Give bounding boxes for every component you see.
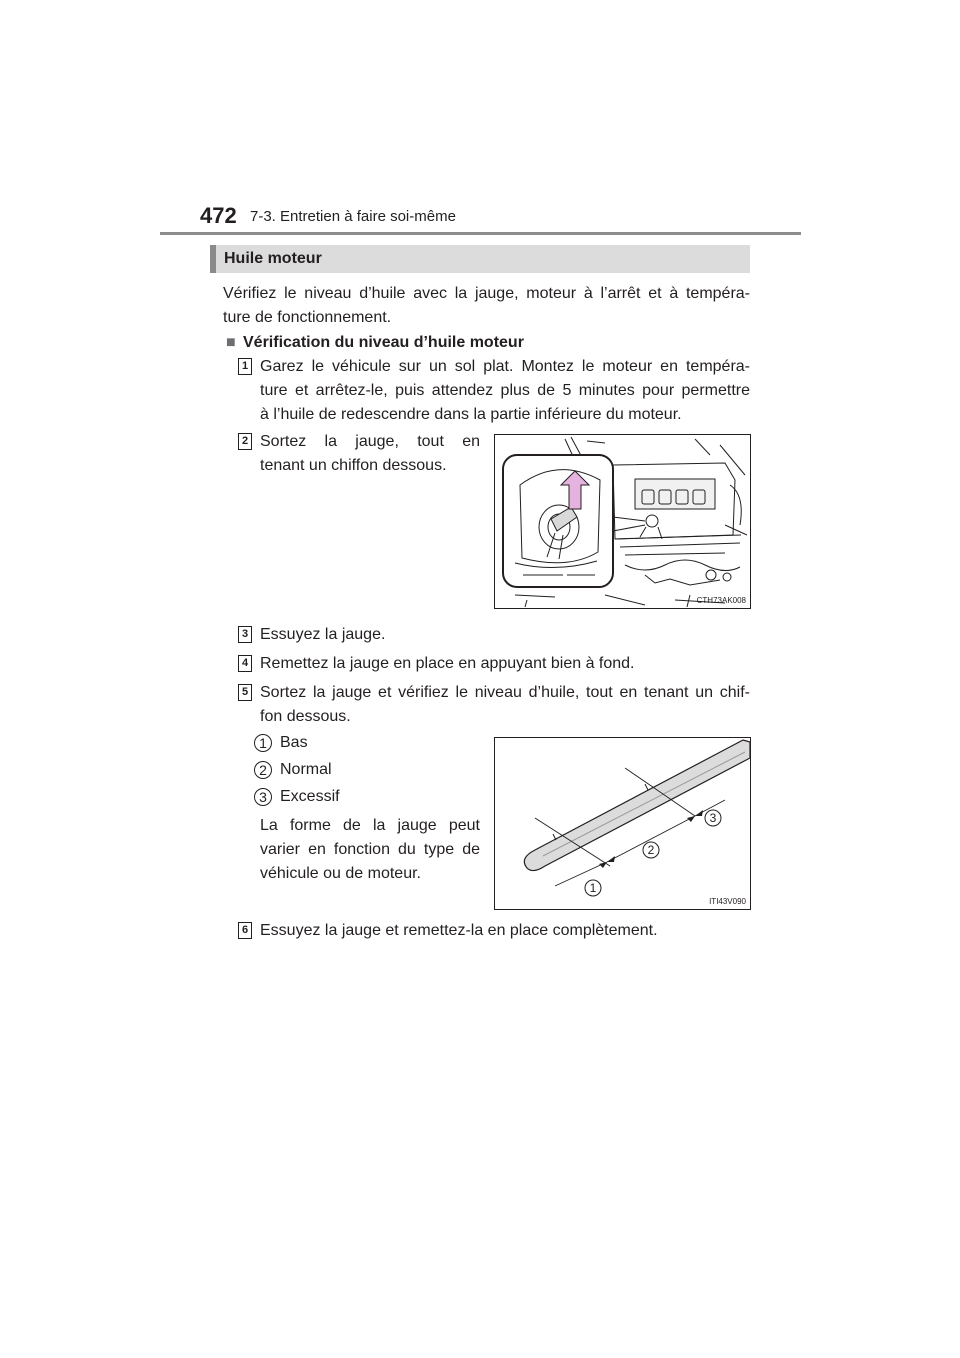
callout-label-2: 2: [647, 843, 655, 857]
note-line-2: varier en fonction du type de: [260, 841, 480, 858]
level-label-normal: Normal: [280, 761, 332, 778]
subsection-bullet: ■: [226, 334, 236, 351]
header-rule: [160, 232, 801, 235]
dipstick-illustration: [495, 738, 750, 909]
level-label-excess: Excessif: [280, 788, 340, 805]
step-4-text: Remettez la jauge en place en appuyant bien à fond.: [260, 655, 635, 672]
step-2-line-1: Sortez la jauge, tout en: [260, 433, 480, 450]
dipstick-figure-code: ITI43V090: [709, 897, 746, 906]
intro-line-1: Vérifiez le niveau d’huile avec la jauge, moteur à l’arrêt et à tempéra-: [223, 285, 750, 302]
level-label-low: Bas: [280, 734, 308, 751]
step-number-1: 1: [238, 358, 252, 375]
intro-line-2: ture de fonctionnement.: [223, 309, 392, 326]
step-6-text: Essuyez la jauge et remettez-la en place complètement.: [260, 922, 658, 939]
engine-illustration: [495, 435, 750, 608]
step-5-line-1: Sortez la jauge et vérifiez le niveau d’huile, tout en tenant un chif-: [260, 684, 750, 701]
subsection-title: Vérification du niveau d’huile moteur: [243, 334, 524, 351]
dipstick-levels-figure: [494, 737, 751, 910]
step-2-line-2: tenant un chiffon dessous.: [260, 457, 447, 474]
level-number-2: 2: [254, 761, 272, 779]
step-number-2: 2: [238, 433, 252, 450]
step-1-line-2: ture et arrêtez-le, puis attendez plus de 5 minutes pour permettre: [260, 382, 750, 399]
engine-dipstick-figure: [494, 434, 751, 609]
level-number-1: 1: [254, 734, 272, 752]
note-line-1: La forme de la jauge peut: [260, 817, 480, 834]
step-1-line-3: à l’huile de redescendre dans la partie inférieure du moteur.: [260, 406, 682, 423]
step-3-text: Essuyez la jauge.: [260, 626, 386, 643]
step-number-3: 3: [238, 626, 252, 643]
callout-label-3: 3: [709, 811, 717, 825]
step-5-line-2: fon dessous.: [260, 708, 351, 725]
page-number: 472: [200, 203, 237, 228]
section-title: Huile moteur: [224, 250, 322, 267]
step-number-4: 4: [238, 655, 252, 672]
level-number-3: 3: [254, 788, 272, 806]
note-line-3: véhicule ou de moteur.: [260, 865, 421, 882]
chapter-title: 7-3. Entretien à faire soi-même: [250, 208, 456, 225]
engine-figure-code: CTH73AK008: [696, 596, 746, 605]
callout-label-1: 1: [589, 881, 597, 895]
step-1-line-1: Garez le véhicule sur un sol plat. Montez le moteur en tempéra-: [260, 358, 750, 375]
step-number-6: 6: [238, 922, 252, 939]
step-number-5: 5: [238, 684, 252, 701]
